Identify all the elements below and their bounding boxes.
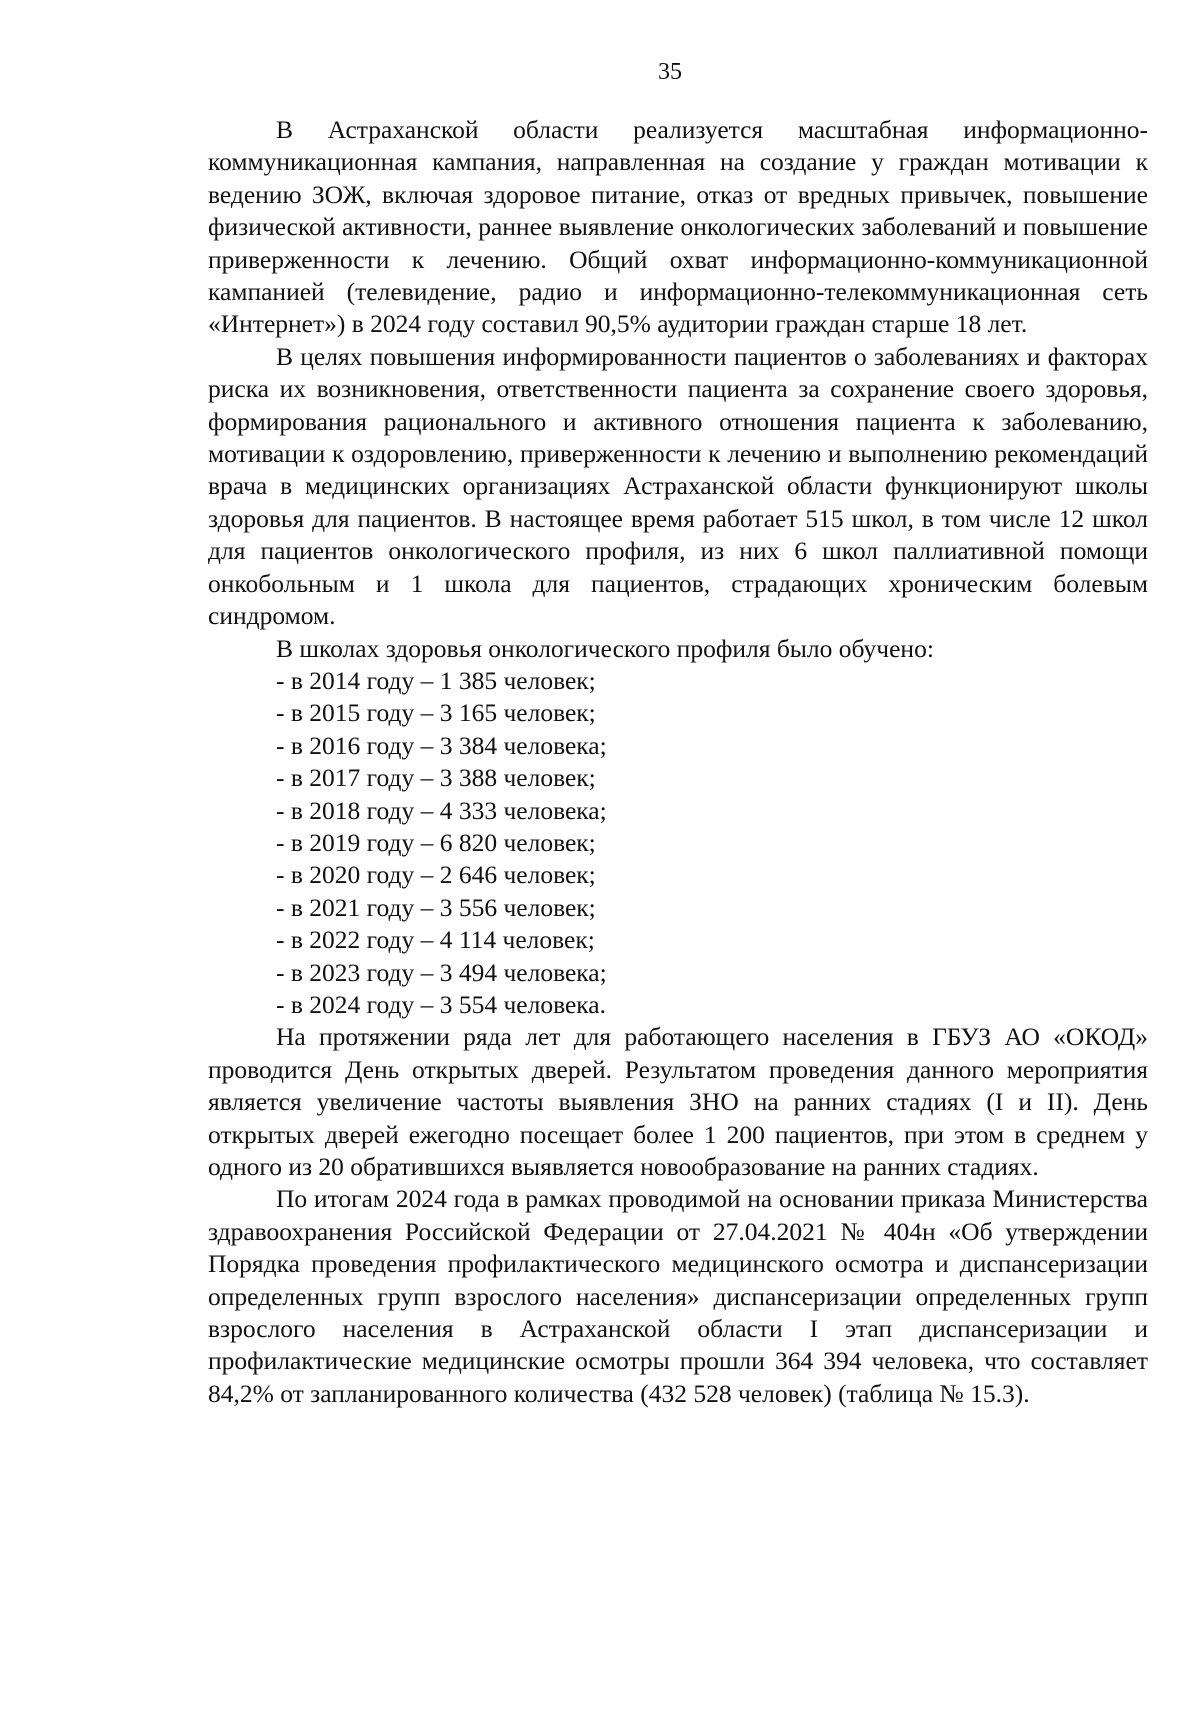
paragraph-open-day: На протяжении ряда лет для работающего населения в ГБУЗ АО «ОКОД» проводится День открытых дверей. Результатом проведения данного мероприятия является увеличение частоты выявления ЗНО на ранних стадиях (I и II). День открытых дверей ежегодно посещает более 1 200 пациентов, при этом в среднем у одного из 20 обратившихся выявляется новообразование на ранних стадиях. [208, 1022, 1148, 1181]
list-item: - в 2022 году – 4 114 человек; [276, 925, 595, 955]
list-item: - в 2017 году – 3 388 человек; [276, 763, 596, 793]
list-item: - в 2023 году – 3 494 человека; [276, 957, 607, 987]
list-item: - в 2020 году – 2 646 человек; [276, 860, 596, 890]
list-item: - в 2024 году – 3 554 человека. [276, 989, 606, 1019]
paragraph-info-campaign: В Астраханской области реализуется масштабная информационно-коммуникационная кампания, направленная на создание у граждан мотивации к ведению ЗОЖ, включая здоровое питание, отказ от вредных привычек, повышение физической активности, раннее выявление онкологических заболеваний и повышение приверженности к лечению. Общий охват информационно-коммуникационной кампанией (телевидение, радио и информационно-телекоммуникационная сеть «Интернет») в 2024 году составил 90,5% аудитории граждан старше 18 лет. [208, 115, 1148, 339]
document-body [208, 114, 1148, 1410]
paragraph-dispensary-results: По итогам 2024 года в рамках проводимой на основании приказа Министерства здравоохранения Российской Федерации от 27.04.2021 № 404н «Об утверждении Порядка проведения профилактического медицинского осмотра и диспансеризации определенных групп взрослого населения» диспансеризации определенных групп взрослого населения в Астраханской области I этап диспансеризации и профилактические медицинские осмотры прошли 364 394 человека, что составляет 84,2% от запланированного количества (432 528 человек) (таблица № 15.3). [208, 1184, 1148, 1408]
list-item: - в 2015 году – 3 165 человек; [276, 698, 596, 728]
list-item: - в 2016 году – 3 384 человека; [276, 730, 607, 760]
trained-by-year-list [208, 665, 1148, 1021]
list-item: - в 2021 году – 3 556 человек; [276, 892, 596, 922]
list-item: - в 2014 году – 1 385 человек; [276, 665, 596, 695]
list-item: - в 2018 году – 4 333 человека; [276, 795, 607, 825]
paragraph-health-schools: В целях повышения информированности пациентов о заболеваниях и факторах риска их возникновения, ответственности пациента за сохранение своего здоровья, формирования рационального и активного отношения пациента к заболеванию, мотивации к оздоровлению, приверженности к лечению и выполнению рекомендаций врача в медицинских организациях Астраханской области функционируют школы здоровья для пациентов. В настоящее время работает 515 школ, в том числе 12 школ для пациентов онкологического профиля, из них 6 школ паллиативной помощи онкобольным и 1 школа для пациентов, страдающих хроническим болевым синдромом. [208, 341, 1148, 631]
list-item: - в 2019 году – 6 820 человек; [276, 827, 596, 857]
list-intro: В школах здоровья онкологического профиля было обучено: [276, 633, 934, 663]
page-number: 35 [658, 59, 682, 85]
